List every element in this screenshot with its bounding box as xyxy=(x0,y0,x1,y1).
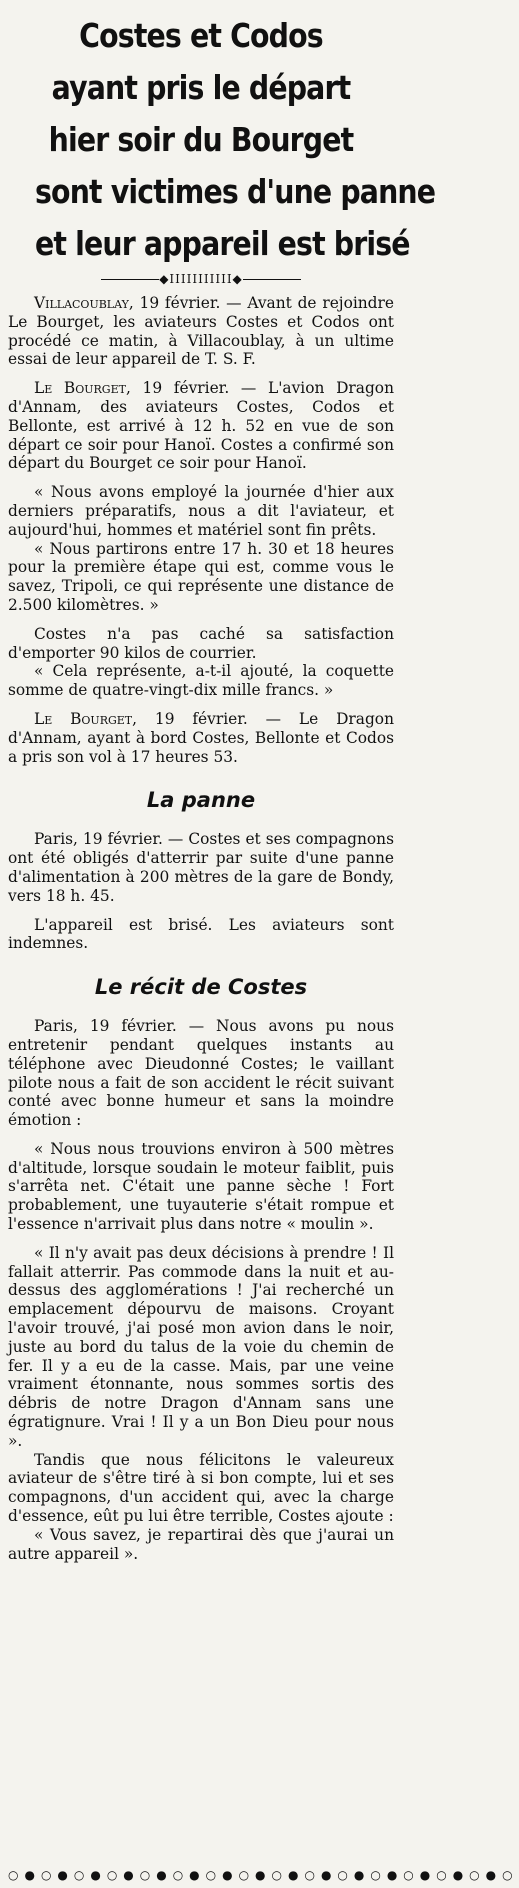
article-body-section-2 xyxy=(8,830,394,953)
paragraph: Le Bourget, 19 février. — Le Dragon d'Annam, ayant à bord Costes, Bellonte et Codos a pris son vol à 17 heures 53. xyxy=(8,709,394,766)
section-title: Le récit de Costes xyxy=(94,975,308,1000)
article-body-section-3 xyxy=(8,1017,394,1563)
ornament-divider xyxy=(8,272,394,286)
section-title: La panne xyxy=(146,788,256,813)
headline-line: ayant pris le départ xyxy=(51,68,351,107)
paragraph: « Il n'y avait pas deux décisions à prendre ! Il fallait atterrir. Pas commode dans la nuit et au-dessus des agglomérations ! J'ai recherché un emplacement dépourvu de maisons. Croyant l'avoir trouvé, j'ai posé mon avion dans le noir, juste au bord du talus de la voie du chemin de fer. Il y a eu de la casse. Mais, par une veine vraiment étonnante, nous sommes sortis des débris de notre Dragon d'Annam sans une égratignure. Vrai ! Il y a un Bon Dieu pour nous ». xyxy=(8,1243,394,1450)
headline-line: Costes et Codos xyxy=(79,16,323,55)
paragraph: « Nous nous trouvions environ à 500 mètres d'altitude, lorsque soudain le moteur faiblit, puis s'arrêta net. C'était une panne sèche ! Fort probablement, une tuyauterie s'était rompue et l'essence n'arrivait plus dans notre « moulin ». xyxy=(8,1139,394,1234)
dateline: Villacoublay xyxy=(34,294,129,312)
article-headline xyxy=(35,6,436,270)
paragraph: Paris, 19 février. — Costes et ses compagnons ont été obligés d'atterrir par suite d'une panne d'alimentation à 200 mètres de la gare de Bondy, vers 18 h. 45. xyxy=(8,830,394,905)
ornament-glyphs: ◆IIIIIIIIIII◆ xyxy=(159,272,243,286)
paragraph: Villacoublay, 19 février. — Avant de rejoindre Le Bourget, les aviateurs Costes et Codos ont procédé ce matin, à Villacoublay, à un ultime essai de leur appareil de T. S. F. xyxy=(8,294,394,369)
newspaper-article xyxy=(0,6,519,1888)
headline-line: sont victimes d'une panne xyxy=(35,172,436,211)
paragraph: Le Bourget, 19 février. — L'avion Dragon d'Annam, des aviateurs Costes, Codos et Bellonte, est arrivé à 12 h. 52 en vue de son départ ce soir pour Hanoï. Costes a confirmé son départ du Bourget ce soir pour Hanoï. xyxy=(8,379,394,473)
paragraph: « Nous partirons entre 17 h. 30 et 18 heures pour la première étape qui est, comme vous le savez, Tripoli, ce qui représente une distance de 2.500 kilomètres. » xyxy=(8,539,394,614)
paragraph: « Cela représente, a-t-il ajouté, la coquette somme de quatre-vingt-dix mille francs. » xyxy=(8,662,394,700)
paragraph: Paris, 19 février. — Nous avons pu nous entretenir pendant quelques instants au téléphone avec Dieudonné Costes; le vaillant pilote nous a fait de son accident le récit suivant conté avec bonne humeur et sans la moindre émotion : xyxy=(8,1017,394,1130)
paragraph: Tandis que nous félicitons le valeureux aviateur de s'être tiré à si bon compte, lui et ses compagnons, d'un accident qui, avec la charge d'essence, eût pu lui être terrible, Costes ajoute : xyxy=(8,1450,394,1526)
paragraph: Costes n'a pas caché sa satisfaction d'emporter 90 kilos de courrier. xyxy=(8,624,394,662)
paragraph: « Nous avons employé la journée d'hier aux derniers préparatifs, nous a dit l'aviateur, et aujourd'hui, hommes et matériel sont fin prêts. xyxy=(8,483,394,539)
paragraph: L'appareil est brisé. Les aviateurs sont indemnes. xyxy=(8,915,394,953)
headline-line: hier soir du Bourget xyxy=(48,120,354,159)
dateline: Le Bourget xyxy=(34,379,126,398)
headline-line: et leur appareil est brisé xyxy=(35,224,410,263)
dateline: Le Bourget xyxy=(34,709,133,728)
paragraph: « Vous savez, je repartirai dès que j'aurai un autre appareil ». xyxy=(8,1525,394,1563)
footer-ornament: ○●○●○●○●○●○●○●○●○●○●○●○●○●○●○●○ xyxy=(8,1868,519,1882)
article-body-section-1 xyxy=(8,294,394,766)
